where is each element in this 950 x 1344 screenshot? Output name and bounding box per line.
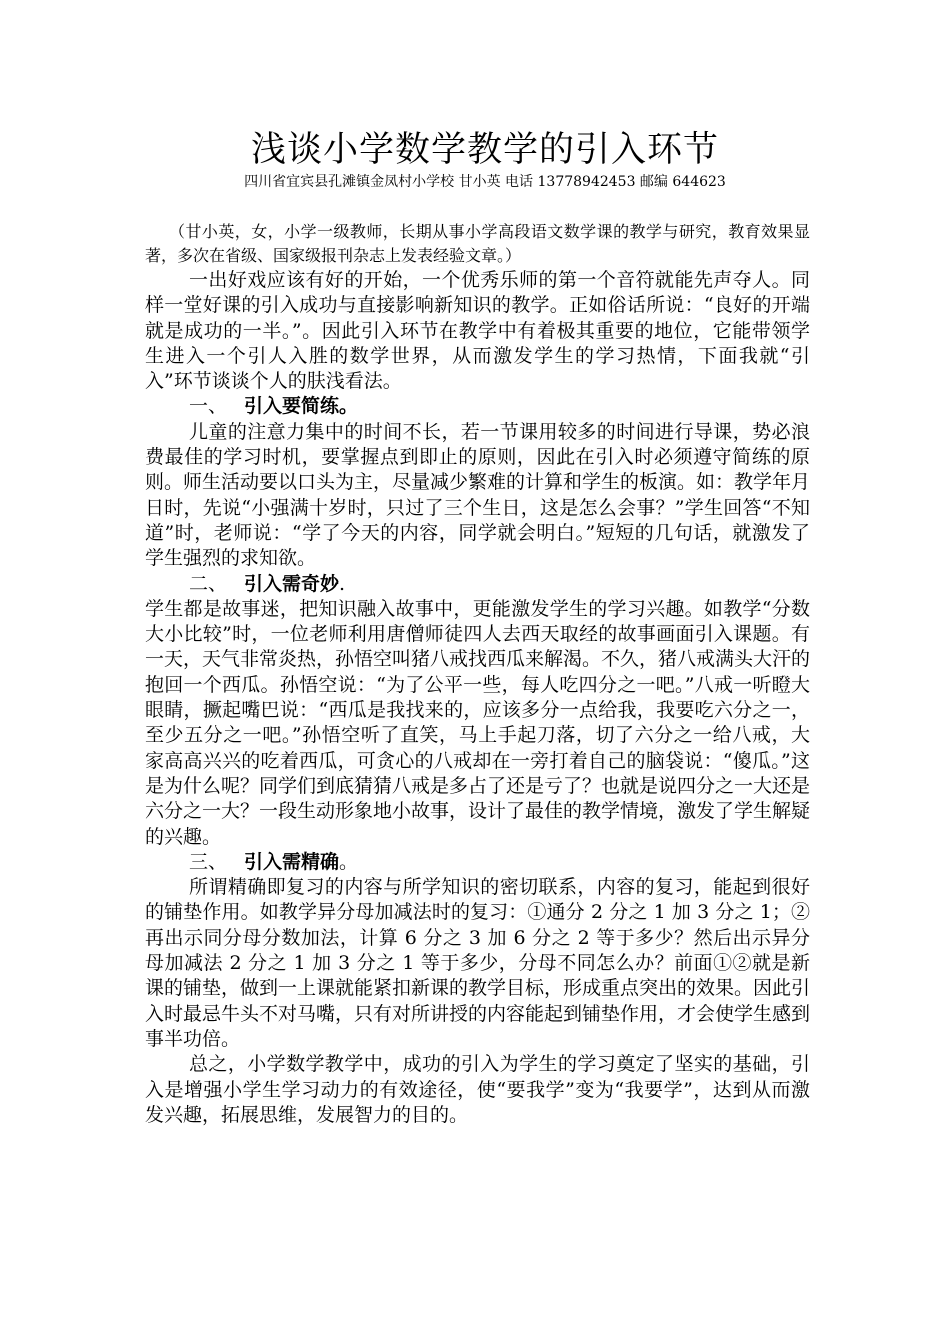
section-title: 引入需奇妙 — [244, 572, 340, 595]
section-title-punct: 。 — [339, 395, 359, 418]
section-title-punct: . — [339, 572, 346, 595]
section-number: 一、 — [189, 395, 228, 418]
author-info: 四川省宜宾县孔滩镇金凤村小学校 甘小英 电话 13778942453 邮编 644623 — [244, 174, 726, 190]
section-body-1: 儿童的注意力集中的时间不长，若一节课用较多的时间进行导课，势必浪费最佳的学习时机，要掌握点到即止的原则，因此在引入时必须遵守简练的原则。师生活动要以口头为主，尽量减少繁难的计算和学生的板演。如：教学年月日时，先说“小强满十岁时，只过了三个生日，这是怎么会事？”学生回答“不知道”时，老师说：“学了今天的内容，同学就会明白。”短短的几句话，就激发了学生强烈的求知欲。 — [145, 420, 811, 570]
section-body-2: 学生都是故事迷，把知识融入故事中，更能激发学生的学习兴趣。如教学“分数大小比较”时，一位老师利用唐僧师徒四人去西天取经的故事画面引入课题。有一天，天气非常炎热，孙悟空叫猪八戒找西瓜来解渴。不久，猪八戒满头大汗的抱回一个西瓜。孙悟空说：“为了公平一些，每人吃四分之一吧。”八戒一听瞪大眼睛，撅起嘴巴说：“西瓜是我找来的，应该多分一点给我，我要吃六分之一，至少五分之一吧。”孙悟空听了直笑，马上手起刀落，切了六分之一给八戒，大家高高兴兴的吃着西瓜，可贪心的八戒却在一旁打着自己的脑袋说：“傻瓜。”这是为什么呢？同学们到底猜猜八戒是多占了还是亏了？也就是说四分之一大还是六分之一大？一段生动形象地小故事，设计了最佳的教学情境，激发了学生解疑的兴趣。 — [145, 597, 811, 848]
conclusion-paragraph: 总之，小学数学教学中，成功的引入为学生的学习奠定了坚实的基础，引入是增强小学生学习动力的有效途径，使“要我学”变为“我要学”，达到从而激发兴趣，拓展思维，发展智力的目的。 — [145, 1053, 810, 1126]
document-title: 浅谈小学数学教学的引入环节 — [250, 130, 719, 170]
article-body — [145, 268, 810, 1128]
section-heading-1 — [145, 394, 810, 419]
section-title: 引入要简练 — [244, 395, 340, 418]
section-title-punct: 。 — [339, 850, 359, 873]
author-bio: （甘小英，女，小学一级教师，长期从事小学高段语文数学课的教学与研究，教育效果显著，多次在省级、国家级报刊杂志上发表经验文章。） — [145, 222, 810, 265]
section-number: 二、 — [189, 572, 228, 595]
intro-paragraph: 一出好戏应该有好的开始，一个优秀乐师的第一个音符就能先声夺人。同样一堂好课的引入成功与直接影响新知识的教学。正如俗话所说：“良好的开端就是成功的一半。”。因此引入环节在教学中有着极其重要的地位，它能带领学生进入一个引人入胜的数学世界，从而激发学生的学习热情，下面我就“引入”环节谈谈个人的肤浅看法。 — [145, 269, 810, 393]
document-page — [145, 128, 810, 1128]
section-number: 三、 — [189, 850, 228, 873]
section-heading-3 — [145, 850, 810, 875]
section-body-3: 所谓精确即复习的内容与所学知识的密切联系，内容的复习，能起到很好的铺垫作用。如教学异分母加减法时的复习：①通分 2 分之 1 加 3 分之 1；②再出示同分母分数加法，计算 6 分之 3 加 6 分之 2 等于多少？然后出示异分母加减法 2 分之 1 加 3 分之 1 等于多少，分母不同怎么办？前面①②就是新课的铺垫，做到一上课就能紧扣新课的教学目标，形成重点突出的效果。因此引入时最忌牛头不对马嘴，只有对所讲授的内容能起到铺垫作用，才会使学生感到事半功倍。 — [145, 876, 811, 1050]
section-heading-2 — [145, 572, 810, 597]
section-title: 引入需精确 — [244, 850, 340, 873]
